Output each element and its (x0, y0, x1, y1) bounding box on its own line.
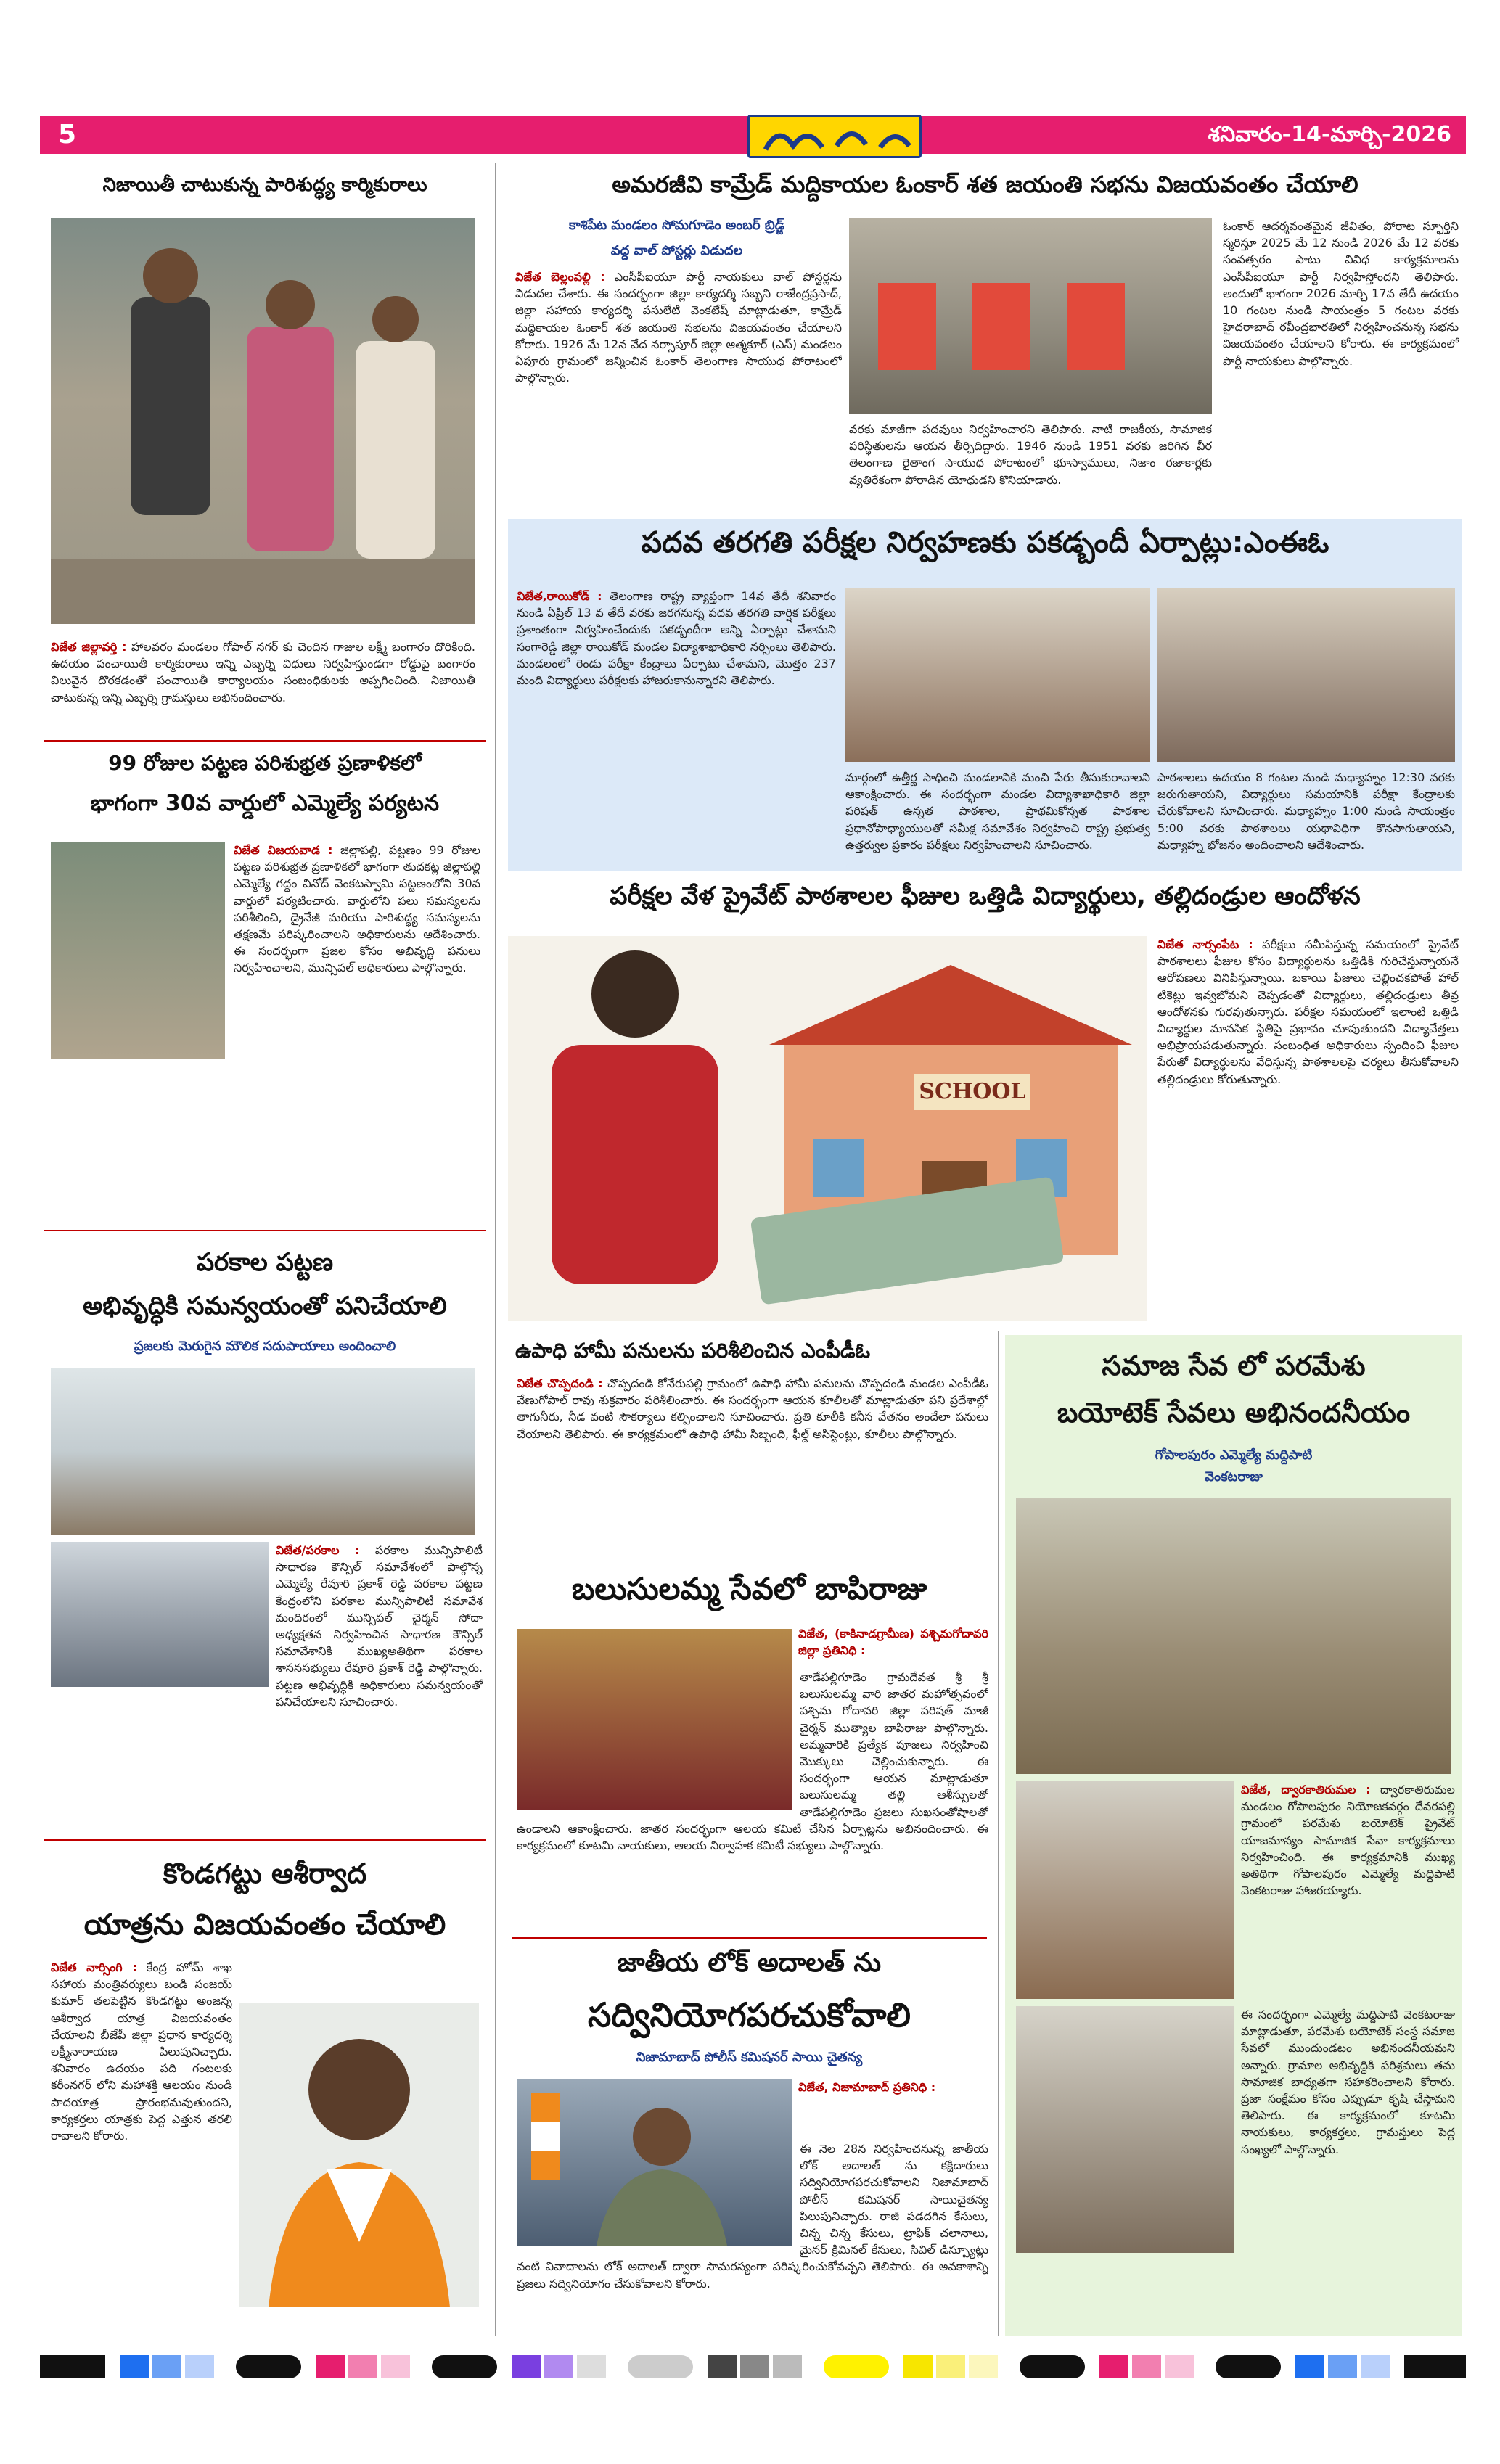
story-body: పాఠశాలలు ఉదయం 8 గంటల నుండి మధ్యాహ్నం 12:30 వరకు జరుగుతాయని, విద్యార్థులు సమయానికి పరీక్షా కేంద్రాలకు చేరుకోవాలని సూచించారు. మధ్యాహ్నం 1:00 నుండి సాయంత్రం 5:00 వరకు పాఠశాలలు యథావిధిగా కొనసాగుతాయని, మధ్యాహ్న భోజనం అందించాలని ఆదేశించారు. (1157, 771, 1455, 852)
story-body: ద్వారకాతిరుమల మండలం గోపాలపురం నియోజకవర్గం దేవరపల్లి గ్రామంలో పరమేశు బయోటెక్ ప్రైవేట్ యాజమాన్యం సామాజిక సేవా కార్యక్రమాలు నిర్వహించింది. ఈ కార్యక్రమానికి ముఖ్య అతిథిగా గోపాలపురం ఎమ్మెల్యే మద్దిపాటి వెంకటరాజు హాజరయ్యారు. (1241, 1783, 1455, 1898)
story-omkar-col3 (1223, 218, 1459, 508)
headline-exam: పదవ తరగతి పరీక్షల నిర్వహణకు పకడ్బందీ ఏర్పాట్లు:ఎంఈఓ (641, 526, 1329, 559)
poster-illustration (849, 218, 1212, 414)
headline-parakala-a: పరకాల పట్టణ (196, 1248, 334, 1277)
story-lok-adalat-side (798, 2079, 988, 2137)
illustration-school-fees (508, 936, 1147, 1321)
headline-99-days-b: భాగంగా 30వ వార్డులో ఎమ్మెల్యే పర్యటన (90, 791, 440, 816)
story-fees (1157, 936, 1459, 1321)
school-sign: SCHOOL (919, 1079, 1026, 1104)
dateline: విజేత,రాయికోడ్ : (517, 589, 602, 603)
subheadline-seva-a: గోపాలపురం ఎమ్మెల్యే మద్దిపాటి (1155, 1447, 1313, 1463)
portrait-illustration (239, 2003, 479, 2307)
masthead-logo (747, 115, 922, 158)
headline-seva-b: బయోటెక్ సేవలు అభినందనీయం (1057, 1397, 1411, 1429)
float-spacer (517, 1669, 800, 1814)
photo-poster-release (849, 218, 1212, 414)
color-registration-strip (40, 2351, 1466, 2383)
story-body: వరకు మాజీగా పదవులు నిర్వహించారని తెలిపారు. నాటి రాజకీయ, సామాజిక పరిస్థితులను ఆయన తీర్చిదిద్దారు. 1946 నుండి 1951 వరకు జరిగిన వీర తెలంగాణ రైతాంగ సాయుధ పోరాటంలో భూస్వాములు, నిజాం రజాకార్లకు వ్యతిరేకంగా పోరాడిన యోధుడని కొనియాడారు. (849, 422, 1212, 487)
issue-date: శనివారం-14-మార్చి-2026 (1208, 122, 1451, 147)
story-body: జిల్లాపల్లి, పట్టణం 99 రోజుల పట్టణ పరిశుభ్రత ప్రణాళికలో భాగంగా తుదకట్ల జిల్లాపల్లి ఎమ్మెల్యే గద్దం వినోద్ వెంకటస్వామి పట్టణంలోని 30వ వార్డులో పర్యటించారు. వార్డులోని పలు సమస్యలను పరిశీలించి, డ్రైనేజీ మరియు పారిశుద్ధ్య సమస్యలను తక్షణమే పరిష్కరించాలని అధికారులను ఆదేశించారు. ఈ సందర్భంగా ప్రజల కోసం అభివృద్ధి పనులు నిర్వహించాలని, మున్సిపల్ అధికారులు పాల్గొన్నారు. (234, 843, 480, 975)
dateline: విజేత చొప్పదండి : (517, 1376, 603, 1390)
divider (44, 1230, 486, 1231)
story-seva-col1 (1241, 1781, 1455, 1999)
dateline: విజేత బెల్లంపల్లి : (515, 270, 605, 284)
subheadline-seva-b: వెంకటరాజు (1205, 1469, 1263, 1484)
story-seva-col2 (1241, 2006, 1455, 2325)
float-spacer (517, 2140, 800, 2249)
story-sanitation-worker (51, 638, 475, 733)
subheadline-omkar-2: వద్ద వాల్ పోస్టర్లు విడుదల (610, 243, 743, 258)
story-body: పరీక్షలు సమీపిస్తున్న సమయంలో ప్రైవేట్ పాఠశాలలు ఫీజుల కోసం విద్యార్థులను ఒత్తిడికి గురిచేస్తున్నాయనే ఆరోపణలు వినిపిస్తున్నాయి. బకాయి ఫీజులు చెల్లించకపోతే హాల్ టికెట్లు ఇవ్వబోమని చెప్పడంతో విద్యార్థులు, తల్లిదండ్రులు తీవ్ర ఆందోళనకు గురవుతున్నారు. పరీక్షల సమయంలో ఇలాంటి ఒత్తిడి విద్యార్థుల మానసిక స్థితిపై ప్రభావం చూపుతుందని విద్యావేత్తలు అభిప్రాయపడుతున్నారు. సంబంధిత అధికారులు స్పందించి ఫీజుల పేరుతో విద్యార్థులను వేధిస్తున్న పాఠశాలలపై చర్యలు తీసుకోవాలని తల్లిదండ్రులు కోరుతున్నారు. (1157, 937, 1459, 1086)
story-kondagattu (51, 1959, 232, 2322)
photo-seva-event-1 (1016, 1498, 1451, 1774)
photo-seva-event-2 (1016, 1781, 1234, 1999)
headline-sanitation-worker: నిజాయితీ చాటుకున్న పారిశుద్ధ్య కార్మికురాలు (102, 174, 427, 196)
headline-balusulamma: బలుసులమ్మ సేవలో బాపిరాజు (571, 1571, 927, 1606)
photo-exam-meeting-1 (845, 588, 1150, 762)
story-body: ఈ నెల 28న నిర్వహించనున్న జాతీయ లోక్ అదాలత్ ను కక్షిదారులు సద్వినియోగపరచుకోవాలని నిజామాబాద్ పోలీస్ కమిషనర్ సాయిచైతన్య పిలుపునిచ్చారు. రాజీ పడదగిన కేసులు, చిన్న చిన్న కేసులు, ట్రాఫిక్ చలానాలు, మైనర్ క్రిమినల్ కేసులు, సివిల్ డిస్ప్యూట్లు వంటి వివాదాలను లోక్ అదాలత్ ద్వారా సామరస్యంగా పరిష్కరించుకోవచ్చని తెలిపారు. ఈ అవకాశాన్ని ప్రజలు సద్వినియోగం చేసుకోవాలని కోరారు. (517, 2142, 988, 2291)
headline-fees: పరీక్షల వేళ ప్రైవేట్ పాఠశాలల ఫీజుల ఒత్తిడి విద్యార్థులు, తల్లిదండ్రుల ఆందోళన (610, 882, 1361, 911)
school-fees-illustration (508, 936, 1147, 1321)
photo-ward-visit (51, 842, 225, 1059)
headline-kondagattu-b: యాత్రను విజయవంతం చేయాలి (83, 1908, 446, 1942)
dateline: విజేత, ద్వారకాతిరుమల : (1241, 1783, 1371, 1796)
divider (512, 1937, 987, 1939)
divider (44, 740, 486, 742)
color-bars (40, 2351, 1466, 2383)
dateline: విజేత, (కాకినాడగ్రామీణ) పశ్చిమగోదావరి జిల్లా ప్రతినిధి : (798, 1627, 988, 1658)
story-body: తెలంగాణ రాష్ట్ర వ్యాప్తంగా 14వ తేదీ శనివారం నుండి ఏప్రిల్ 13 వ తేదీ వరకు జరగనున్న పదవ తరగతి వార్షిక పరీక్షలు ప్రశాంతంగా నిర్వహించేందుకు పకడ్బందీగా అన్ని ఏర్పాట్లు చేశామని సంగారెడ్డి జిల్లా రాయికోడ్ మండల విద్యాశాఖాధికారి నర్సింలు తెలిపారు. మండలంలో రెండు పరీక్షా కేంద్రాలు ఏర్పాటు చేశామని, మొత్తం 237 మంది విద్యార్థులు పరీక్షలకు హాజరుకానున్నారని తెలిపారు. (517, 589, 836, 687)
photo-bjp-leader (239, 2003, 479, 2307)
page-number: 5 (58, 120, 77, 149)
story-body: ఓంకార్ ఆదర్శవంతమైన జీవితం, పోరాట స్ఫూర్తిని స్మరిస్తూ 2025 మే 12 నుండి 2026 మే 12 వరకు సంవత్సరం పాటు వివిధ కార్యక్రమాలను ఎంసీపీఐయూ పార్టీ నిర్వహిస్తోందని తెలిపారు. అందులో భాగంగా 2026 మార్చి 17వ తేదీ ఉదయం 10 గంటల నుండి సాయంత్రం 5 గంటల వరకు హైదరాబాద్ రవీంద్రభారతిలో నిర్వహించనున్న సభను విజయవంతం చేయాలని కోరారు. ఈ కార్యక్రమంలో పార్టీ నాయకులు పాల్గొన్నారు. (1223, 219, 1459, 368)
subheadline-parakala: ప్రజలకు మెరుగైన మౌలిక సదుపాయాలు అందించాలి (134, 1339, 396, 1354)
photo-exam-meeting-2 (1157, 588, 1455, 762)
headline-seva-a: సమాజ సేవ లో పరమేశు (1102, 1350, 1366, 1381)
photo-seva-event-3 (1016, 2006, 1234, 2253)
headline-lok-adalat-a: జాతీయ లోక్ అదాలత్ ను (617, 1948, 882, 1978)
divider (44, 1839, 486, 1841)
story-omkar-col2 (849, 421, 1212, 512)
story-body: హాలవరం మండలం గోపాల్ నగర్ కు చెందిన గాజుల లక్ష్మీ బంగారం దొరికింది. ఉదయం పంచాయితీ కార్మికురాలు ఇన్ని ఎబ్బర్ని విధులు నిర్వహిస్తుండగా రోడ్డుపై బంగారం విలువైన దొరకడంతో పంచాయితీ కార్యాలయం సంబంధికులకు అప్పగించింది. నిజాయితీ చాటుకున్న ఇన్ని ఎబ్బర్ని గ్రామస్తులు అభినందించారు. (51, 640, 475, 705)
column-divider-left (495, 163, 496, 2336)
headline-kondagattu-a: కొండగట్టు ఆశీర్వాద (163, 1857, 367, 1889)
story-body: పరకాల మున్సిపాలిటీ సాధారణ కౌన్సిల్ సమావేశంలో పాల్గొన్న ఎమ్మెల్యే రేవూరి ప్రకాశ్ రెడ్డి పరకాల పట్టణ కేంద్రంలోని పరకాల మున్సిపాలిటీ సమావేశ మందిరంలో మున్సిపల్ చైర్మన్ సోదా అధ్యక్షతన నిర్వహించిన సాధారణ కౌన్సిల్ సమావేశానికి ముఖ్యఅతిథిగా పరకాల శాసనసభ్యులు రేవూరి ప్రకాశ్ రెడ్డి పాల్గొన్నారు. పట్టణ అభివృద్ధికి అధికారులు సమన్వయంతో పనిచేయాలని సూచించారు. (276, 1543, 483, 1709)
dateline: విజేత, నిజామాబాద్ ప్రతినిధి : (798, 2080, 936, 2094)
headline-omkar: అమరజీవి కామ్రేడ్ మద్దికాయల ఓంకార్ శత జయంతి సభను విజయవంతం చేయాలి (612, 171, 1358, 198)
dateline: విజేత నార్సింగి : (51, 1960, 137, 1974)
story-balusulamma (517, 1669, 988, 1930)
photo-council-hall (51, 1542, 269, 1687)
dateline: విజేత విజయవాడ : (234, 843, 333, 857)
story-omkar-col1 (515, 268, 842, 508)
headline-parakala-b: అభివృద్ధికి సమన్వయంతో పనిచేయాలి (83, 1291, 447, 1321)
subheadline-omkar-1: కాశిపేట మండలం సోమగూడెం అంబర్ బ్రిడ్జ్ (568, 218, 785, 233)
story-exam-col3 (1157, 769, 1455, 867)
story-ward-visit (234, 842, 480, 1219)
headline-mgnrega: ఉపాధి హామీ పనులను పరిశీలించిన ఎంపీడీఓ (515, 1339, 871, 1363)
headline-99-days-a: 99 రోజుల పట్టణ పరిశుభ్రత ప్రణాళికలో (108, 751, 422, 775)
dateline: విజేత జిల్లావర్తి : (51, 640, 127, 654)
story-body: ఈ సందర్భంగా ఎమ్మెల్యే మద్దిపాటి వెంకటరాజు మాట్లాడుతూ, పరమేశు బయోటెక్ సంస్థ సమాజ సేవలో ముందుండటం అభినందనీయమని అన్నారు. గ్రామాల అభివృద్ధికి పరిశ్రమలు తమ సామాజిక బాధ్యతగా సహకరించాలని కోరారు. ప్రజా సంక్షేమం కోసం ఎప్పుడూ కృషి చేస్తామని తెలిపారు. ఈ కార్యక్రమంలో కూటమి నాయకులు, కార్యకర్తలు, గ్రామస్తులు పెద్ద సంఖ్యలో పాల్గొన్నారు. (1241, 2008, 1455, 2156)
photo-council-meeting (51, 1368, 475, 1535)
photo-sanitation-worker (51, 218, 475, 624)
dateline: విజేత నార్సంపేట : (1157, 937, 1253, 951)
subheadline-lok-adalat: నిజామాబాద్ పోలీస్ కమిషనర్ సాయి చైతన్య (636, 2050, 863, 2065)
story-body: కేంద్ర హోమ్ శాఖ సహాయ మంత్రివర్యులు బండి సంజయ్ కుమార్ తలపెట్టిన కొండగట్టు అంజన్న ఆశీర్వాద యాత్ర విజయవంతం చేయాలని బీజేపీ జిల్లా ప్రధాన కార్యదర్శి లక్ష్మీనారాయణ పిలుపునిచ్చారు. శనివారం ఉదయం పది గంటలకు కరీంనగర్ లోని మహాశక్తి ఆలయం నుండి పాదయాత్ర ప్రారంభమవుతుందని, కార్యకర్తలు యాత్రకు పెద్ద ఎత్తున తరలి రావాలని కోరారు. (51, 1960, 232, 2143)
story-mgnrega (517, 1375, 988, 1556)
column-divider-mid (998, 1331, 999, 2336)
headline-lok-adalat-b: సద్వినియోగపరచుకోవాలి (587, 1995, 911, 2034)
story-body: తాడేపల్లిగూడెం గ్రామదేవత శ్రీ శ్రీ బలుసులమ్మ వారి జాతర మహోత్సవంలో పశ్చిమ గోదావరి జిల్లా పరిషత్ మాజీ చైర్మన్ ముత్యాల బాపిరాజు పాల్గొన్నారు. అమ్మవారికి ప్రత్యేక పూజలు నిర్వహించి మొక్కులు చెల్లించుకున్నారు. ఈ సందర్భంగా ఆయన మాట్లాడుతూ బలుసులమ్మ తల్లి ఆశీస్సులతో తాడేపల్లిగూడెం ప్రజలు సుఖసంతోషాలతో ఉండాలని ఆకాంక్షించారు. జాతర సందర్భంగా ఆలయ కమిటీ చేసిన ఏర్పాట్లను అభినందించారు. ఈ కార్యక్రమంలో కూటమి నాయకులు, ఆలయ నిర్వాహక కమిటీ సభ్యులు పాల్గొన్నారు. (517, 1670, 988, 1852)
story-body: ఎంసీపీఐయూ పార్టీ నాయకులు వాల్ పోస్టర్లను విడుదల చేశారు. ఈ సందర్భంగా జిల్లా కార్యదర్శి సబ్బని రాజేంద్రప్రసాద్, జిల్లా సహాయ కార్యదర్శి పసులేటి వెంకటేష్ మాట్లాడుతూ, కామ్రేడ్ మద్దికాయల ఓంకార్ శత జయంతి సభలను విజయవంతం చేయాలని కోరారు. 1926 మే 12న వేద నర్సాపూర్ జిల్లా ఆత్మకూర్ (ఎస్) మండలం ఏపూరు గ్రామంలో జన్మించిన ఓంకార్ తెలంగాణ సాయుధ పోరాటంలో పాల్గొన్నారు. (515, 270, 842, 385)
story-parakala (276, 1542, 483, 1832)
story-lok-adalat (517, 2140, 988, 2329)
story-exam-col1 (517, 588, 836, 863)
masthead-logo-graphic (750, 117, 922, 158)
story-exam-col2 (845, 769, 1150, 867)
story-body: మార్గంలో ఉత్తీర్ణ సాధించి మండలానికి మంచి పేరు తీసుకురావాలని ఆకాంక్షించారు. ఈ సందర్భంగా మండల విద్యాశాఖాధికారి జిల్లా పరిషత్ ఉన్నత పాఠశాల, ప్రాథమికోన్నత పాఠశాల ప్రధానోపాధ్యాయులతో సమీక్ష సమావేశం నిర్వహించి రాష్ట్ర ప్రభుత్వ ఉత్తర్వుల ప్రకారం పరీక్షలు నిర్వహించాలని సూచించారు. (845, 771, 1150, 852)
people-illustration (51, 218, 475, 624)
story-body: చొప్పదండి కోనేరుపల్లి గ్రామంలో ఉపాధి హామీ పనులను చొప్పదండి మండల ఎంపీడీఓ వేణుగోపాల్ రావు శుక్రవారం పరిశీలించారు. ఈ సందర్భంగా ఆయన కూలీలతో మాట్లాడుతూ పని ప్రదేశాల్లో తాగునీరు, నీడ వంటి సౌకర్యాలు కల్పించాలని సూచించారు. ప్రతి కూలీకి కనీస వేతనం అందేలా పనులు చేయాలని తెలిపారు. ఈ కార్యక్రమంలో ఉపాధి హామీ సిబ్బంది, ఫీల్డ్ అసిస్టెంట్లు, కూలీలు పాల్గొన్నారు. (517, 1376, 988, 1441)
dateline: విజేత/పరకాల : (276, 1543, 360, 1557)
